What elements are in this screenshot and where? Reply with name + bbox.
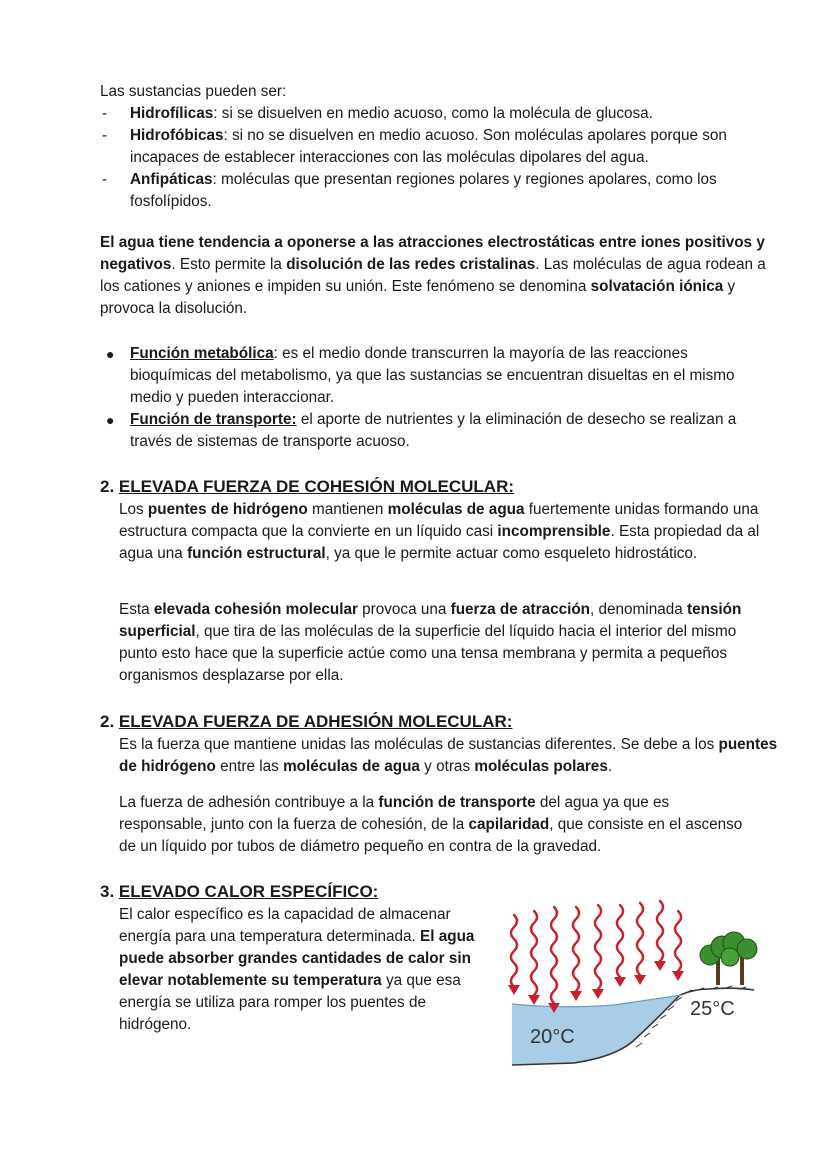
cohesion-paragraph-1 [119,499,779,565]
cohesion-paragraph-2 [119,599,774,687]
text: . [607,758,613,775]
definition: : si no se disuelven en medio acuoso. Son moléculas apolares porque son incapaces de establecer interacciones con las moléculas dipolares del agua. [130,127,727,166]
heat-ray-arrow [511,915,517,987]
arrow-head [508,985,520,995]
heat-ray-arrow [657,901,663,961]
heat-ray-arrow [637,903,643,975]
list-marker: - [102,105,108,122]
list-item-anfipaticas [100,169,780,213]
tree-trunk [740,955,744,985]
list-item-funcion-transporte [100,409,750,453]
bullet-marker: ● [106,412,115,428]
bold-text: El agua tiene tendencia a oponerse a las atracciones electrostáticas entre iones positivos y negativos [100,234,765,273]
section-title: ELEVADA FUERZA DE ADHESIÓN MOLECULAR: [118,712,513,731]
term: Hidrofílicas [130,105,214,122]
definition: : moléculas que presentan regiones polares y regiones apolares, como los fosfolípidos. [130,171,717,210]
bold-text: El agua puede absorber grandes cantidades de calor sin elevar notablemente su temperatura [119,928,475,989]
text: , ya que le permite actuar como esqueleto hidrostático. [325,545,698,562]
text: , que consiste en el ascenso de un líquido por tubos de diámetro pequeño en contra de la gravedad. [119,816,743,855]
intro-lead: Las sustancias pueden ser: [100,83,287,100]
text: , que tira de las moléculas de la superficie del líquido hacia el interior del mismo punto esto hace que la superficie actúe como una tensa membrana y permita a pequeños organismos desplazarse por ella. [119,623,737,684]
text: . Esta propiedad da al agua una [119,523,760,562]
bold-text: función de transporte [378,794,536,811]
arrow-head [672,971,684,981]
bold-text: puentes de hidrógeno [119,736,778,775]
term: Función metabólica [130,345,274,362]
heat-ray-arrow [573,907,579,991]
text: Esta [119,601,154,618]
functions-list [100,343,790,453]
tree-canopy [737,939,757,959]
bold-text: moléculas polares [474,758,608,775]
arrow-head [592,989,604,999]
term: Hidrofóbicas [130,127,224,144]
specific-heat-illustration [504,897,762,1085]
arrow-head [614,977,626,987]
land-temperature-label: 25°C [690,998,735,1020]
definition: : es el medio donde transcurren la mayoría de las reacciones bioquímicas del metabolismo, ya que las sustancias se encuentran disueltas en el mismo medio y pueden interaccionar. [130,345,735,406]
text: , denominada [590,601,687,618]
term: Función de transporte: [130,411,297,428]
section-number: 3. [100,882,115,901]
text: ya que esa energía se utiliza para romper los puentes de hidrógeno. [119,972,461,1033]
definition: el aporte de nutrientes y la eliminación de desecho se realizan a través de sistemas de transporte acuoso. [130,411,737,450]
water-temperature-label: 20°C [530,1026,575,1048]
text: Es la fuerza que mantiene unidas las moléculas de sustancias diferentes. Se debe a los [119,736,719,753]
list-item-hidrofilicas [100,103,790,125]
section-number: 2. [100,712,115,731]
bold-text: tensión superficial [119,601,742,640]
arrow-head [654,961,666,971]
term: Anfipáticas [130,171,213,188]
heat-ray-arrow [595,905,601,989]
section-title: ELEVADA FUERZA DE COHESIÓN MOLECULAR: [118,477,515,496]
bullet-marker: ● [106,346,115,362]
bold-text: fuerza de atracción [450,601,591,618]
adhesion-paragraph-2 [119,792,759,858]
trees [700,932,757,985]
text: El calor específico es la capacidad de almacenar energía para una temperatura determinada. [119,906,451,945]
text: provoca una [357,601,451,618]
section-heading-cohesion [100,476,514,498]
text: mantienen [307,501,388,518]
text: La fuerza de adhesión contribuye a la [119,794,379,811]
bold-text: disolución de las redes cristalinas [286,256,536,273]
section-title: ELEVADO CALOR ESPECÍFICO: [118,882,379,901]
bold-text: función estructural [187,545,326,562]
heat-paragraph [119,904,487,1036]
list-item-hidrofobicas [100,125,770,169]
water-land-diagram [504,897,762,1085]
substance-types-list [100,103,790,213]
definition: : si se disuelven en medio acuoso, como la molécula de glucosa. [213,105,653,122]
bold-text: capilaridad [468,816,550,833]
bold-text: moléculas de agua [283,758,420,775]
ionic-paragraph [100,232,780,320]
arrow-head [634,975,646,985]
arrow-head [570,991,582,1001]
list-marker: - [102,127,108,144]
adhesion-paragraph-1 [119,734,779,778]
bold-text: solvatación iónica [590,278,724,295]
text: entre las [215,758,284,775]
heat-ray-arrow [617,905,623,977]
text: . Las moléculas de agua rodean a los cationes y aniones e impiden su unión. Este fenómeno se denomina [100,256,766,295]
bold-text: puentes de hidrógeno [147,501,308,518]
section-heading-calor-especifico [100,881,378,903]
text: y provoca la disolución. [100,278,736,317]
heat-rays [511,901,681,1003]
heat-ray-arrow [675,911,681,971]
bold-text: moléculas de agua [387,501,525,518]
list-item-funcion-metabolica [100,343,750,409]
bold-text: incomprensible [497,523,611,540]
heat-ray-arrow [531,911,537,995]
text: y otras [419,758,475,775]
text: fuertemente unidas formando una estructura compacta que la convierte en un líquido casi [119,501,759,540]
tree-canopy [721,948,739,966]
section-number: 2. [100,477,115,496]
text: del agua ya que es responsable, junto con la fuerza de cohesión, de la [119,794,670,833]
text: Los [119,501,148,518]
heat-ray-arrow [551,907,557,1003]
section-heading-adhesion [100,711,512,733]
bold-text: elevada cohesión molecular [153,601,358,618]
text: . Esto permite la [171,256,287,273]
list-marker: - [102,171,108,188]
